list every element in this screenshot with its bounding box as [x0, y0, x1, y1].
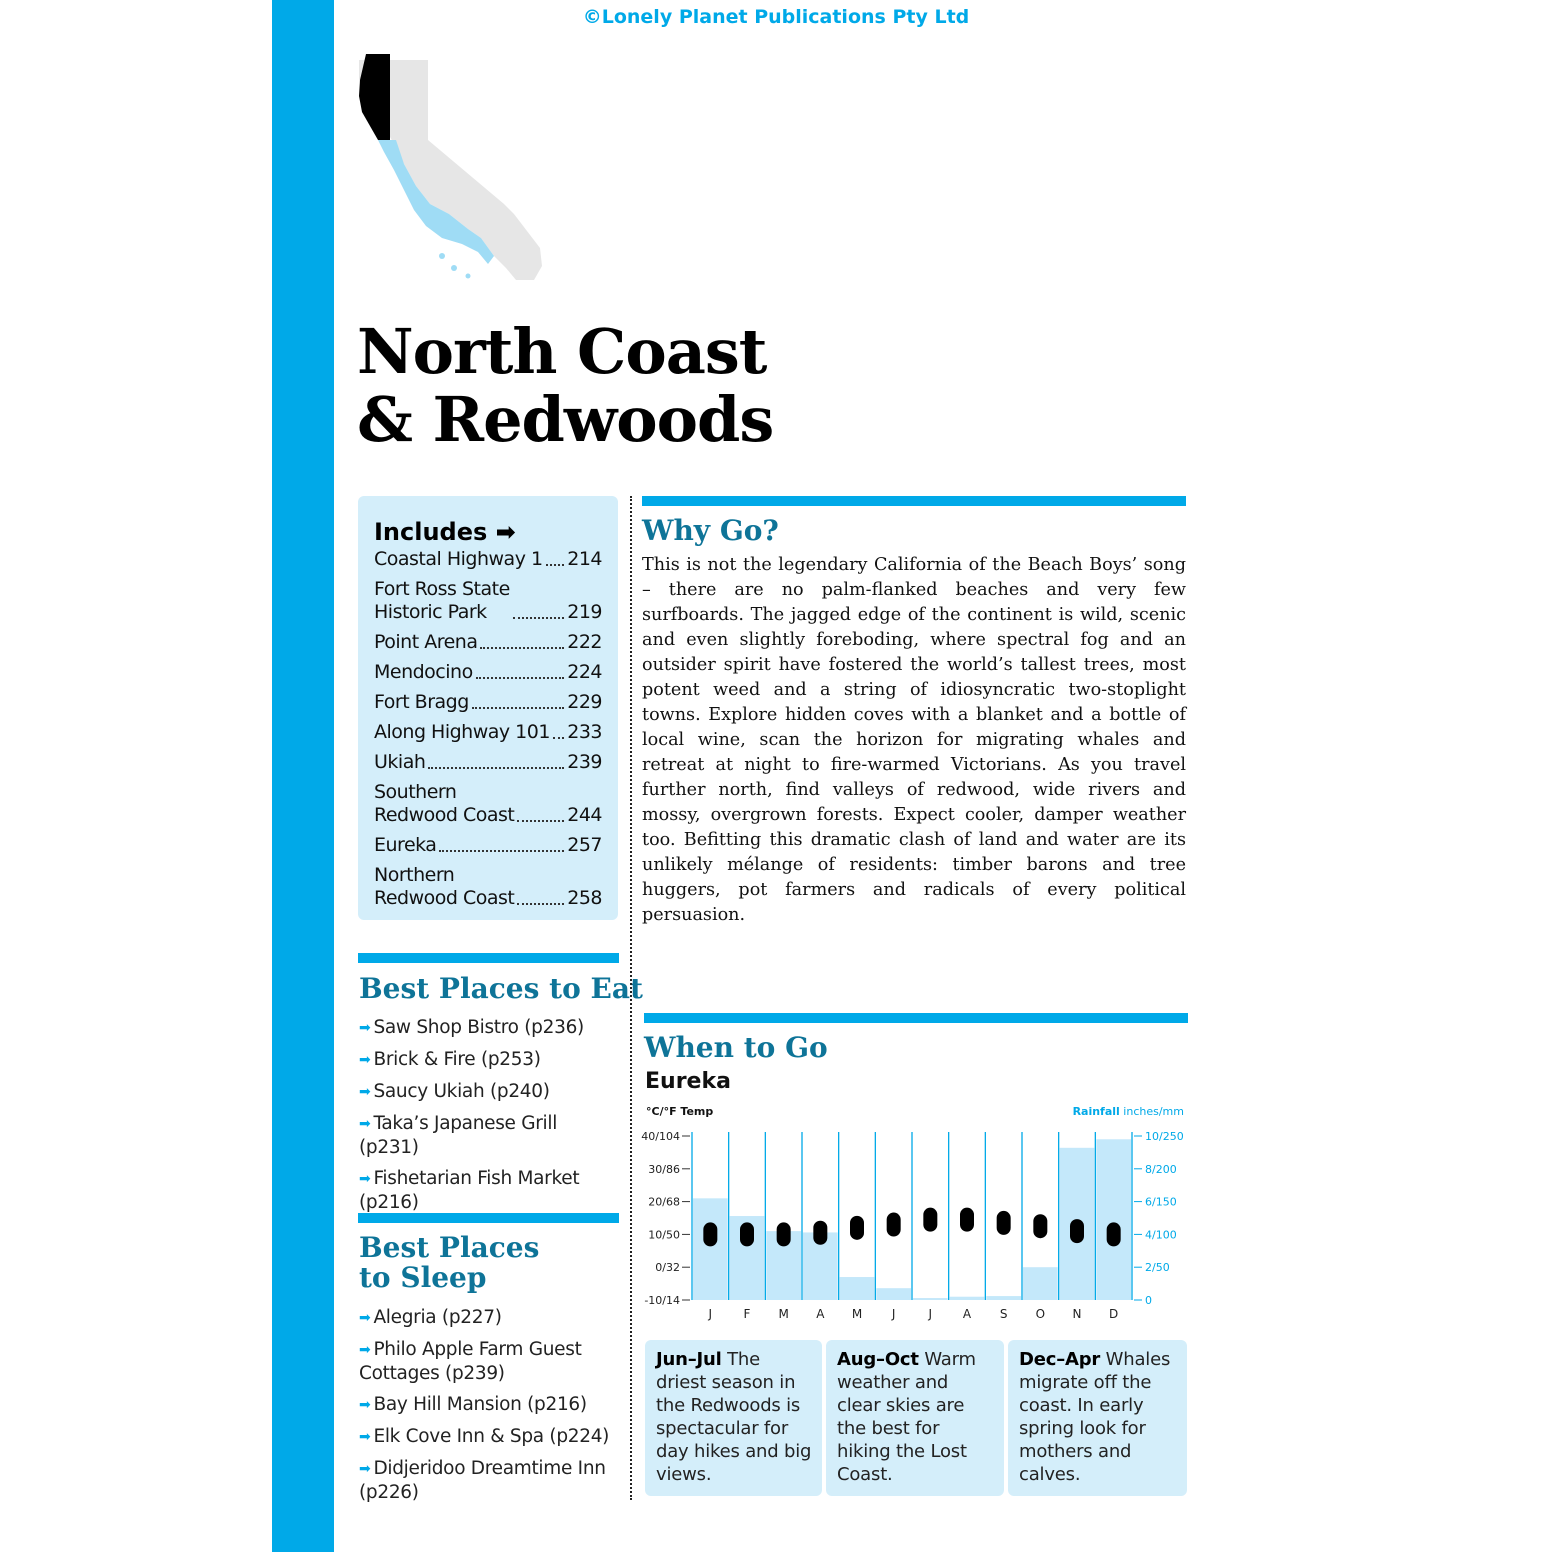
- leader-dots: [472, 707, 564, 709]
- temp-tick-label: 0/32: [655, 1261, 680, 1275]
- includes-item-page: 224: [567, 661, 602, 683]
- leader-dots: [546, 564, 565, 566]
- includes-item: [374, 578, 602, 624]
- left-color-band: [272, 0, 334, 1552]
- month-label: F: [743, 1307, 751, 1321]
- best-eat-list: [359, 1016, 621, 1222]
- rain-tick-label: 4/100: [1145, 1228, 1177, 1242]
- includes-item-label: Fort Ross State Historic Park: [374, 578, 510, 623]
- sleep-list-item: [359, 1338, 621, 1385]
- includes-heading: Includes ➡: [374, 518, 516, 546]
- temp-marker: [740, 1222, 754, 1246]
- sleep-list-item: [359, 1393, 621, 1417]
- best-sleep-heading-line-1: Best Places: [359, 1231, 540, 1264]
- season-1-label: Jun–Jul: [656, 1349, 722, 1370]
- includes-item: [374, 864, 602, 910]
- month-label: S: [999, 1307, 1008, 1321]
- arrow-icon: ➡: [359, 1461, 371, 1477]
- temp-marker: [777, 1222, 791, 1246]
- season-box-3: [1008, 1340, 1187, 1496]
- season-2-label: Aug–Oct: [837, 1349, 919, 1370]
- month-label: O: [1035, 1307, 1046, 1321]
- month-label: J: [708, 1307, 713, 1321]
- california-locator-map: [356, 54, 552, 286]
- sleep-list-item-text: Didjeridoo Dreamtime Inn (p226): [359, 1458, 606, 1503]
- includes-item-page: 244: [567, 804, 602, 826]
- section-rule: [358, 953, 619, 963]
- month-label: D: [1109, 1307, 1119, 1321]
- includes-item-label: Point Arena: [374, 631, 478, 653]
- sleep-list-item: [359, 1457, 621, 1504]
- rain-axis-label-rest: inches/mm: [1119, 1105, 1184, 1118]
- season-3-label: Dec–Apr: [1019, 1349, 1101, 1370]
- arrow-icon: ➡: [359, 1116, 371, 1132]
- eat-list-item: [359, 1167, 621, 1214]
- rain-tick-label: 6/150: [1145, 1195, 1177, 1209]
- sleep-list-item-text: Bay Hill Mansion (p216): [373, 1394, 587, 1415]
- why-go-heading: Why Go?: [642, 514, 779, 547]
- best-eat-heading: Best Places to Eat: [359, 972, 643, 1005]
- includes-item-label: Coastal Highway 1: [374, 548, 543, 570]
- leader-dots: [480, 647, 564, 649]
- eat-list-item-text: Brick & Fire (p253): [373, 1049, 541, 1070]
- month-label: J: [928, 1307, 933, 1321]
- leader-dots: [553, 737, 564, 739]
- rain-tick-label: 10/250: [1145, 1130, 1184, 1143]
- eat-list-item: [359, 1048, 621, 1072]
- includes-item-page: 214: [567, 548, 602, 570]
- temp-tick-label: 10/50: [648, 1228, 680, 1242]
- arrow-icon: ➡: [359, 1084, 371, 1100]
- arrow-icon: ➡: [359, 1342, 371, 1358]
- includes-item-label: Southern Redwood Coast: [374, 781, 515, 826]
- season-3-text: Whales migrate off the coast. In early spring look for mothers and calves.: [1019, 1349, 1171, 1485]
- temp-marker: [1107, 1222, 1121, 1246]
- month-label: A: [816, 1307, 825, 1321]
- rain-bar: [1023, 1267, 1058, 1300]
- temp-tick-label: 30/86: [648, 1162, 680, 1176]
- temp-marker: [703, 1222, 717, 1246]
- includes-item-page: 219: [567, 601, 602, 623]
- temp-marker: [997, 1211, 1011, 1235]
- arrow-icon: ➡: [359, 1397, 371, 1413]
- temp-marker: [887, 1213, 901, 1237]
- title-line-1: North Coast: [357, 315, 767, 388]
- includes-item: [374, 661, 602, 684]
- best-sleep-heading: [359, 1233, 539, 1293]
- temp-tick-label: 20/68: [648, 1195, 680, 1209]
- rain-bar: [1096, 1139, 1131, 1300]
- season-1-text: The driest season in the Redwoods is spectacular for day hikes and big views.: [656, 1349, 812, 1485]
- includes-item-label: Mendocino: [374, 661, 473, 683]
- when-to-go-heading: When to Go: [644, 1031, 828, 1064]
- temp-marker: [923, 1208, 937, 1232]
- rain-bar: [913, 1298, 948, 1300]
- includes-item: [374, 721, 602, 744]
- title-line-2: & Redwoods: [357, 383, 774, 456]
- column-divider: [630, 496, 632, 1500]
- includes-box: [358, 496, 618, 920]
- eat-list-item-text: Fishetarian Fish Market (p216): [359, 1168, 580, 1213]
- chapter-title: [357, 315, 774, 456]
- includes-item-page: 233: [567, 721, 602, 743]
- best-sleep-list: [359, 1306, 621, 1512]
- includes-item-label: Northern Redwood Coast: [374, 864, 515, 909]
- temp-marker: [850, 1216, 864, 1240]
- rain-tick-label: 8/200: [1145, 1162, 1177, 1176]
- includes-item: [374, 834, 602, 857]
- includes-list: [374, 548, 602, 910]
- leader-dots: [517, 903, 564, 905]
- rain-bar: [950, 1297, 985, 1300]
- month-label: A: [962, 1307, 972, 1321]
- climate-chart: [640, 1122, 1188, 1328]
- best-sleep-heading-line-2: to Sleep: [359, 1261, 487, 1294]
- arrow-icon: ➡: [359, 1429, 371, 1445]
- why-go-body: This is not the legendary California of the Beach Boys’ song – there are no palm-flanked beaches and very few surfboards. The jagged edge of the continent is wild, scenic and even slightly foreboding, where spectral fog and an outsider spirit have fostered the world’s tallest trees, most potent weed and a string of idiosyncratic two-stoplight towns. Explore hidden coves with a blanket and a bottle of local wine, scan the horizon for migrating whales and retreat at night to fire-warmed Victorians. As you travel further north, find valleys of redwood, wide rivers and mossy, overgrown forests. Expect cooler, damper weather too. Befitting this dramatic clash of land and water are its unlikely mélange of residents: timber barons and tree huggers, pot farmers and radicals of every political persuasion.: [642, 555, 1186, 925]
- leader-dots: [517, 820, 564, 822]
- north-coast-highlight: [359, 54, 390, 140]
- temp-marker: [1070, 1219, 1084, 1243]
- season-2-text: Warm weather and clear skies are the best for hiking the Lost Coast.: [837, 1349, 976, 1485]
- leader-dots: [513, 617, 564, 619]
- includes-item: [374, 548, 602, 571]
- eat-list-item: [359, 1112, 621, 1159]
- month-label: N: [1072, 1307, 1082, 1321]
- includes-item: [374, 691, 602, 714]
- section-rule: [358, 1213, 619, 1223]
- month-label: M: [851, 1307, 863, 1321]
- rain-bar: [876, 1288, 911, 1300]
- temp-marker: [1033, 1214, 1047, 1238]
- eat-list-item-text: Taka’s Japanese Grill (p231): [359, 1113, 558, 1158]
- includes-item-label: Eureka: [374, 834, 437, 856]
- includes-item-page: 229: [567, 691, 602, 713]
- rain-bar: [986, 1296, 1021, 1300]
- includes-item-page: 239: [567, 751, 602, 773]
- includes-item-label: Along Highway 101: [374, 721, 550, 743]
- includes-item: [374, 781, 602, 827]
- season-box-1: [645, 1340, 822, 1496]
- includes-item-label: Ukiah: [374, 751, 426, 773]
- arrow-icon: ➡: [359, 1052, 371, 1068]
- copyright-notice: ©Lonely Planet Publications Pty Ltd: [582, 6, 970, 28]
- includes-item-page: 257: [567, 834, 602, 856]
- eat-list-item-text: Saw Shop Bistro (p236): [373, 1017, 584, 1038]
- eat-list-item-text: Saucy Ukiah (p240): [373, 1081, 550, 1102]
- chart-location-label: Eureka: [645, 1069, 731, 1094]
- eat-list-item: [359, 1016, 621, 1040]
- rain-tick-label: 2/50: [1145, 1261, 1170, 1275]
- sleep-list-item-text: Philo Apple Farm Guest Cottages (p239): [359, 1339, 582, 1384]
- arrow-icon: ➡: [359, 1310, 371, 1326]
- leader-dots: [428, 767, 564, 769]
- includes-item-label: Fort Bragg: [374, 691, 469, 713]
- rain-bar: [840, 1277, 875, 1300]
- rain-bar: [693, 1198, 728, 1300]
- temp-tick-label: -10/14: [644, 1294, 680, 1307]
- section-rule: [642, 496, 1186, 506]
- arrow-icon: ➡: [359, 1171, 371, 1187]
- temp-axis-label: °C/°F Temp: [646, 1105, 714, 1118]
- rain-tick-label: 0: [1145, 1294, 1152, 1307]
- temp-marker: [813, 1221, 827, 1245]
- includes-item: [374, 631, 602, 654]
- month-label: J: [891, 1307, 896, 1321]
- section-rule: [644, 1013, 1188, 1023]
- season-box-2: [826, 1340, 1004, 1496]
- includes-item-page: 258: [567, 887, 602, 909]
- rain-axis-label: [1040, 1105, 1184, 1118]
- rain-axis-label-bold: Rainfall: [1072, 1105, 1120, 1118]
- sleep-list-item-text: Alegria (p227): [373, 1307, 502, 1328]
- arrow-icon: ➡: [359, 1020, 371, 1036]
- temp-marker: [960, 1208, 974, 1232]
- sleep-list-item-text: Elk Cove Inn & Spa (p224): [373, 1426, 610, 1447]
- leader-dots: [439, 850, 564, 852]
- eat-list-item: [359, 1080, 621, 1104]
- sleep-list-item: [359, 1306, 621, 1330]
- month-label: M: [778, 1307, 789, 1321]
- includes-item-page: 222: [567, 631, 602, 653]
- includes-item: [374, 751, 602, 774]
- sleep-list-item: [359, 1425, 621, 1449]
- leader-dots: [476, 677, 565, 679]
- temp-tick-label: 40/104: [641, 1130, 680, 1143]
